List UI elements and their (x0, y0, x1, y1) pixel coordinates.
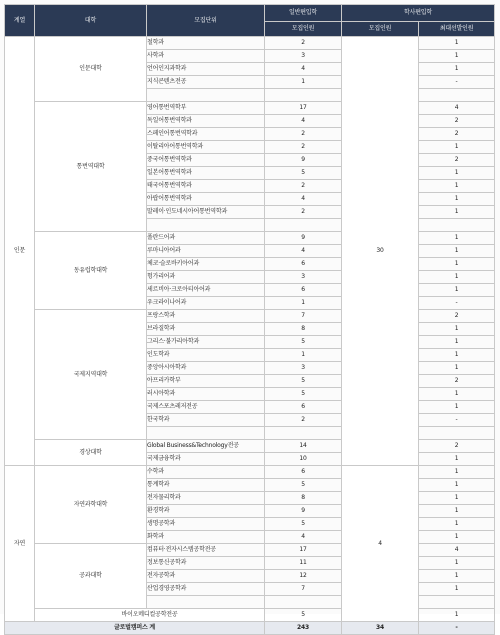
unit-cell: 컴퓨터·전자시스템공학전공 (147, 544, 265, 557)
general-quota-cell: 2 (265, 414, 342, 427)
bachelor-max-cell: 1 (419, 284, 495, 297)
general-quota-cell: 7 (265, 310, 342, 323)
unit-cell: 루마니아어과 (147, 245, 265, 258)
general-quota-cell: 1 (265, 349, 342, 362)
unit-cell: 국제스포츠레저전공 (147, 401, 265, 414)
total-general: 243 (265, 622, 342, 635)
general-quota-cell: 5 (265, 388, 342, 401)
total-label: 글로벌캠퍼스 계 (5, 622, 265, 635)
bachelor-max-cell: 1 (419, 232, 495, 245)
unit-cell: 한국학과 (147, 414, 265, 427)
unit-cell: 생명공학과 (147, 518, 265, 531)
bachelor-max-cell: 1 (419, 349, 495, 362)
bachelor-max-cell: 1 (419, 570, 495, 583)
table-row (5, 102, 495, 115)
table-row (5, 440, 495, 453)
bachelor-max-cell: 1 (419, 401, 495, 414)
table-row (5, 37, 495, 50)
unit-cell: 프랑스학과 (147, 310, 265, 323)
bachelor-max-cell (419, 89, 495, 102)
bachelor-max-cell: 2 (419, 128, 495, 141)
general-quota-cell: 4 (265, 63, 342, 76)
unit-cell: 전자물리학과 (147, 492, 265, 505)
bachelor-quota-cell: 30 (342, 37, 419, 466)
unit-cell: 헝가리어과 (147, 271, 265, 284)
general-quota-cell: 2 (265, 37, 342, 50)
category-cell: 자연 (5, 466, 35, 622)
bachelor-max-cell (419, 427, 495, 440)
table-row (5, 232, 495, 245)
unit-cell: 이탈리아어통번역학과 (147, 141, 265, 154)
general-quota-cell: 2 (265, 206, 342, 219)
unit-cell: 철학과 (147, 37, 265, 50)
unit-cell: 태국어통번역학과 (147, 180, 265, 193)
general-quota-cell: 3 (265, 271, 342, 284)
bachelor-max-cell: 1 (419, 271, 495, 284)
table-row (5, 609, 495, 622)
unit-cell: 체코·슬로바키아어과 (147, 258, 265, 271)
bachelor-max-cell: 1 (419, 531, 495, 544)
unit-cell (147, 596, 265, 609)
college-cell: 공과대학 (35, 544, 147, 609)
general-quota-cell: 6 (265, 258, 342, 271)
general-quota-cell (265, 89, 342, 102)
unit-cell (147, 89, 265, 102)
bachelor-max-cell: 2 (419, 440, 495, 453)
bachelor-max-cell: - (419, 76, 495, 89)
table-row (5, 310, 495, 323)
general-quota-cell: 3 (265, 362, 342, 375)
bachelor-max-cell: 1 (419, 206, 495, 219)
college-cell: 경상대학 (35, 440, 147, 466)
general-quota-cell: 3 (265, 50, 342, 63)
bachelor-max-cell: 1 (419, 557, 495, 570)
general-quota-cell: 12 (265, 570, 342, 583)
unit-cell: 우크라이나어과 (147, 297, 265, 310)
bachelor-max-cell: 1 (419, 141, 495, 154)
bachelor-max-cell: 1 (419, 466, 495, 479)
bachelor-max-cell: 1 (419, 518, 495, 531)
bachelor-max-cell: 1 (419, 167, 495, 180)
bachelor-max-cell: 4 (419, 544, 495, 557)
header-general-transfer: 일반편입학 (265, 5, 342, 22)
general-quota-cell: 2 (265, 128, 342, 141)
unit-cell: 중앙아시아학과 (147, 362, 265, 375)
general-quota-cell: 17 (265, 102, 342, 115)
general-quota-cell: 17 (265, 544, 342, 557)
college-cell: 동유럽학대학 (35, 232, 147, 310)
general-quota-cell: 2 (265, 180, 342, 193)
unit-cell: 아랍어통번역학과 (147, 193, 265, 206)
header-bachelor-max: 최대선발인원 (419, 22, 495, 37)
unit-cell: 아프리카학부 (147, 375, 265, 388)
bachelor-max-cell: 1 (419, 323, 495, 336)
bachelor-max-cell: 1 (419, 362, 495, 375)
unit-cell: 화학과 (147, 531, 265, 544)
bachelor-max-cell: 1 (419, 37, 495, 50)
bachelor-max-cell: 1 (419, 453, 495, 466)
header-general-quota: 모집인원 (265, 22, 342, 37)
header-unit: 모집단위 (147, 5, 265, 37)
table-body (5, 37, 495, 622)
unit-cell: 인도학과 (147, 349, 265, 362)
bachelor-max-cell: 1 (419, 505, 495, 518)
general-quota-cell: 5 (265, 336, 342, 349)
total-max: - (419, 622, 495, 635)
bachelor-max-cell: 4 (419, 102, 495, 115)
unit-cell: 말레이·인도네시아어통번역학과 (147, 206, 265, 219)
general-quota-cell: 4 (265, 245, 342, 258)
bachelor-max-cell: 1 (419, 388, 495, 401)
unit-cell: 정보통신공학과 (147, 557, 265, 570)
unit-cell: 국제금융학과 (147, 453, 265, 466)
college-cell: 국제지역대학 (35, 310, 147, 440)
unit-cell: 지식콘텐츠전공 (147, 76, 265, 89)
general-quota-cell: 1 (265, 297, 342, 310)
general-quota-cell: 6 (265, 466, 342, 479)
bachelor-max-cell: 1 (419, 63, 495, 76)
category-cell: 인문 (5, 37, 35, 466)
general-quota-cell: 11 (265, 557, 342, 570)
bachelor-max-cell: 1 (419, 583, 495, 596)
unit-cell: 사학과 (147, 50, 265, 63)
unit-cell: 독일어통번역학과 (147, 115, 265, 128)
bachelor-max-cell: 1 (419, 609, 495, 622)
admissions-table (4, 4, 495, 635)
general-quota-cell: 2 (265, 141, 342, 154)
bachelor-max-cell: - (419, 297, 495, 310)
unit-cell: 중국어통번역학과 (147, 154, 265, 167)
bachelor-max-cell: 1 (419, 193, 495, 206)
unit-cell (147, 219, 265, 232)
total-bachelor: 34 (342, 622, 419, 635)
general-quota-cell: 5 (265, 609, 342, 622)
general-quota-cell: 1 (265, 76, 342, 89)
unit-cell: 전자공학과 (147, 570, 265, 583)
unit-cell: 통계학과 (147, 479, 265, 492)
unit-cell: 브라질학과 (147, 323, 265, 336)
general-quota-cell: 8 (265, 492, 342, 505)
header-bachelor-quota: 모집인원 (342, 22, 419, 37)
bachelor-max-cell (419, 219, 495, 232)
table-row (5, 466, 495, 479)
general-quota-cell: 5 (265, 167, 342, 180)
bachelor-max-cell: 1 (419, 50, 495, 63)
college-cell: 통번역대학 (35, 102, 147, 232)
college-cell: 자연과학대학 (35, 466, 147, 544)
total-row (5, 622, 495, 635)
general-quota-cell: 10 (265, 453, 342, 466)
college-cell: 바이오메디컬공학전공 (35, 609, 265, 622)
bachelor-max-cell (419, 596, 495, 609)
unit-cell (147, 427, 265, 440)
general-quota-cell: 9 (265, 232, 342, 245)
unit-cell: 일본어통번역학과 (147, 167, 265, 180)
unit-cell: 폴란드어과 (147, 232, 265, 245)
bachelor-max-cell: 1 (419, 180, 495, 193)
bachelor-max-cell: 1 (419, 492, 495, 505)
bachelor-max-cell: 2 (419, 115, 495, 128)
college-cell: 인문대학 (35, 37, 147, 102)
general-quota-cell: 9 (265, 505, 342, 518)
header-bachelor-transfer: 학사편입학 (342, 5, 495, 22)
unit-cell: 수학과 (147, 466, 265, 479)
bachelor-max-cell: - (419, 414, 495, 427)
bachelor-quota-cell: 4 (342, 466, 419, 622)
unit-cell: 스페인어통번역학과 (147, 128, 265, 141)
general-quota-cell: 6 (265, 401, 342, 414)
header-college: 대학 (35, 5, 147, 37)
table-row (5, 544, 495, 557)
unit-cell: 언어인지과학과 (147, 63, 265, 76)
bachelor-max-cell: 1 (419, 245, 495, 258)
bachelor-max-cell: 2 (419, 375, 495, 388)
header-category: 계열 (5, 5, 35, 37)
general-quota-cell: 14 (265, 440, 342, 453)
unit-cell: 영어통번역학부 (147, 102, 265, 115)
general-quota-cell: 6 (265, 284, 342, 297)
general-quota-cell: 7 (265, 583, 342, 596)
general-quota-cell (265, 219, 342, 232)
general-quota-cell: 9 (265, 154, 342, 167)
general-quota-cell: 4 (265, 193, 342, 206)
general-quota-cell: 4 (265, 531, 342, 544)
unit-cell: 환경학과 (147, 505, 265, 518)
general-quota-cell: 5 (265, 479, 342, 492)
unit-cell: 그리스·불가리아학과 (147, 336, 265, 349)
bachelor-max-cell: 2 (419, 310, 495, 323)
unit-cell: 산업경영공학과 (147, 583, 265, 596)
general-quota-cell (265, 427, 342, 440)
bachelor-max-cell: 1 (419, 336, 495, 349)
general-quota-cell: 8 (265, 323, 342, 336)
general-quota-cell: 4 (265, 115, 342, 128)
unit-cell: Global Business&Technology전공 (147, 440, 265, 453)
general-quota-cell: 5 (265, 518, 342, 531)
general-quota-cell (265, 596, 342, 609)
bachelor-max-cell: 2 (419, 154, 495, 167)
bachelor-max-cell: 1 (419, 258, 495, 271)
general-quota-cell: 5 (265, 375, 342, 388)
unit-cell: 세르비아·크로아티아어과 (147, 284, 265, 297)
unit-cell: 러시아학과 (147, 388, 265, 401)
bachelor-max-cell: 1 (419, 479, 495, 492)
